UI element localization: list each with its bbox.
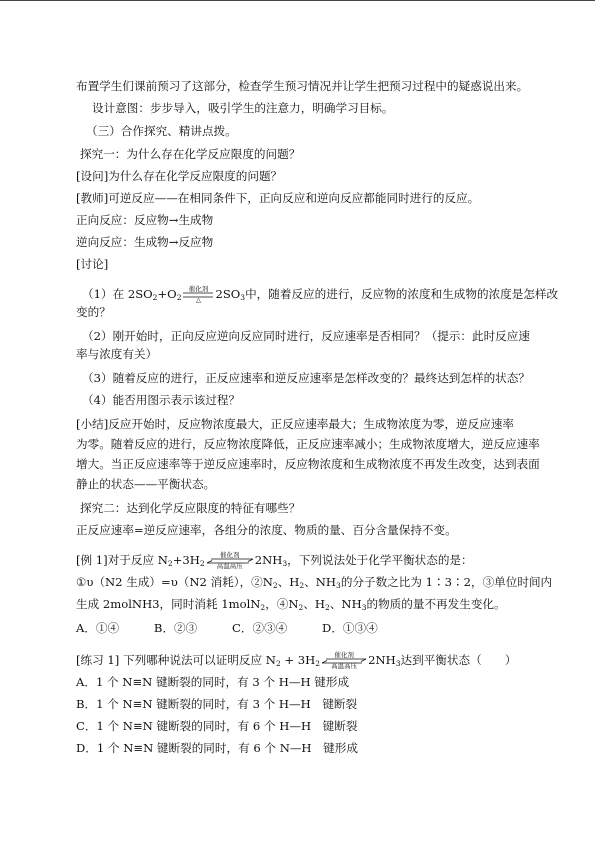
- ex1-line3a: 生成 2molNH3，同时消耗 1molN: [76, 597, 261, 611]
- summary-2: 为零。随着反应的进行，反应物浓度降低，正反应速率减小；生成物浓度增大，逆反应速率: [76, 437, 540, 451]
- pr1-h2: + 3H: [280, 653, 316, 667]
- subscript: 2: [152, 293, 158, 302]
- subscript: 3: [282, 559, 288, 568]
- example-1-statements-cont: [76, 596, 552, 612]
- ex1-prefix: [例 1]对于反应 N: [76, 553, 168, 567]
- ex1-h2: +3H: [172, 553, 200, 567]
- reverse-reaction: 逆向反应：生成物→反应物: [76, 235, 214, 249]
- subscript: 2: [299, 581, 305, 590]
- q1-prefix: （1）在 2SO: [82, 287, 153, 301]
- explore-one-heading: 探究一：为什么存在化学反应限度的问题？: [80, 147, 301, 161]
- condition-catalyst: 催化剂: [188, 285, 209, 293]
- subscript: 3: [361, 603, 367, 612]
- subscript: 2: [272, 581, 278, 590]
- paragraph-preview: 布置学生们课前预习了这部分，检查学生预习情况并让学生把预习过程中的疑惑说出来。: [76, 79, 529, 93]
- practice-1: [76, 652, 552, 668]
- q1-product: 2SO: [215, 287, 241, 301]
- practice-option-c: C．1 个 N≡N 键断裂的同时，有 6 个 H—H 键断裂: [76, 719, 358, 733]
- example-1-statements: [76, 574, 552, 590]
- pr1-prefix: [练习 1] 下列哪种说法可以证明反应 N: [76, 653, 276, 667]
- question-2-cont: 率与浓度有关）: [76, 347, 158, 361]
- ex1-line2a: ①υ（N2 生成）=υ（N2 消耗），②N: [76, 575, 273, 589]
- question-2: （2）刚开始时，正向反应逆向反应同时进行，反应速率是否相同？（提示：此时反应速: [82, 329, 530, 343]
- condition-high-temp-pressure: 高温高压: [216, 562, 243, 570]
- question-1: [82, 286, 558, 302]
- subscript: 3: [240, 293, 246, 302]
- pr1-product: 2NH: [368, 653, 396, 667]
- subscript: 3: [395, 659, 401, 668]
- subscript: 2: [167, 559, 173, 568]
- q1-o2: +O: [157, 287, 177, 301]
- summary-3: 增大。当正反应速率等于逆反应速率时，反应物浓度和生成物浓度不再发生改变，达到表面: [76, 457, 540, 471]
- subscript: 3: [336, 581, 341, 590]
- teacher-definition: [教师]可逆反应——在相同条件下，正向反应和逆向反应都能同时进行的反应。: [76, 191, 480, 205]
- forward-reaction: 正向反应：反应物→生成物: [76, 213, 214, 227]
- reaction-arrow-catalyst-pressure: [322, 651, 366, 670]
- question-1-cont: 变的？: [76, 305, 111, 319]
- discussion-label: [讨论]: [76, 257, 109, 271]
- page-top-rule: [0, 0, 595, 1]
- example-1: [76, 552, 552, 568]
- equilibrium-features: 正反应速率=逆反应速率，各组分的浓度、物质的量、百分含量保持不变。: [76, 523, 457, 537]
- reaction-arrow-catalyst-pressure: [207, 551, 253, 570]
- subscript: 2: [315, 659, 321, 668]
- subscript: 2: [275, 659, 281, 668]
- ex1-line3d: 、NH: [329, 597, 362, 611]
- subscript: 2: [176, 293, 182, 302]
- example-1-choices: A．①④ B．②③ C．②③④ D．①③④: [76, 621, 378, 635]
- q1-suffix: 中，随着反应的进行，反应物的浓度和生成物的浓度是怎样改: [245, 287, 559, 301]
- subscript: 2: [199, 559, 205, 568]
- section-heading-cooperate: （三）合作探究、精讲点拨。: [86, 124, 237, 138]
- question-4: （4）能否用图示表示该过程？: [82, 393, 241, 407]
- pr1-suffix: 达到平衡状态（ ）: [400, 653, 517, 667]
- condition-catalyst: 催化剂: [334, 651, 354, 659]
- subscript: 2: [260, 603, 266, 612]
- explore-two-heading: 探究二：达到化学反应限度的特征有哪些？: [80, 501, 301, 515]
- ex1-line3b: ，④N: [265, 597, 299, 611]
- ex1-line3e: 的物质的量不再发生变化。: [366, 597, 506, 611]
- question-3: （3）随着反应的进行，正反应速率和逆反应速率是怎样改变的？最终达到怎样的状态？: [82, 371, 530, 385]
- practice-option-a: A．1 个 N≡N 键断裂的同时，有 3 个 H—H 键形成: [76, 675, 350, 689]
- ex1-product: 2NH: [254, 553, 283, 567]
- condition-heat: △: [195, 296, 201, 304]
- design-intent: 设计意图：步步导入，吸引学生的注意力，明确学习目标。: [92, 101, 394, 115]
- practice-option-b: B．1 个 N≡N 键断裂的同时，有 3 个 H—H 键断裂: [76, 697, 358, 711]
- subscript: 2: [298, 603, 304, 612]
- question-prompt: [设问]为什么存在化学反应限度的问题？: [76, 169, 283, 183]
- ex1-line2d: 的分子数之比为 1∶3∶2，③单位时间内: [340, 575, 553, 589]
- reaction-arrow-catalyst-heat: [183, 285, 213, 304]
- ex1-line3c: 、H: [303, 597, 326, 611]
- subscript: 2: [325, 603, 330, 612]
- condition-catalyst: 催化剂: [219, 551, 240, 559]
- ex1-line2c: 、NH: [304, 575, 337, 589]
- summary-1: [小结]反应开始时，反应物浓度最大，正反应速率最大；生成物浓度为零，逆反应速率: [76, 417, 515, 431]
- summary-4: 静止的状态——平衡状态。: [76, 477, 216, 491]
- ex1-suffix: ，下列说法处于化学平衡状态的是：: [287, 553, 473, 567]
- condition-high-temp-pressure: 高温高压: [331, 662, 358, 670]
- ex1-line2b: 、H: [277, 575, 300, 589]
- practice-option-d: D．1 个 N≡N 键断裂的同时，有 6 个 N—H 键形成: [76, 741, 358, 755]
